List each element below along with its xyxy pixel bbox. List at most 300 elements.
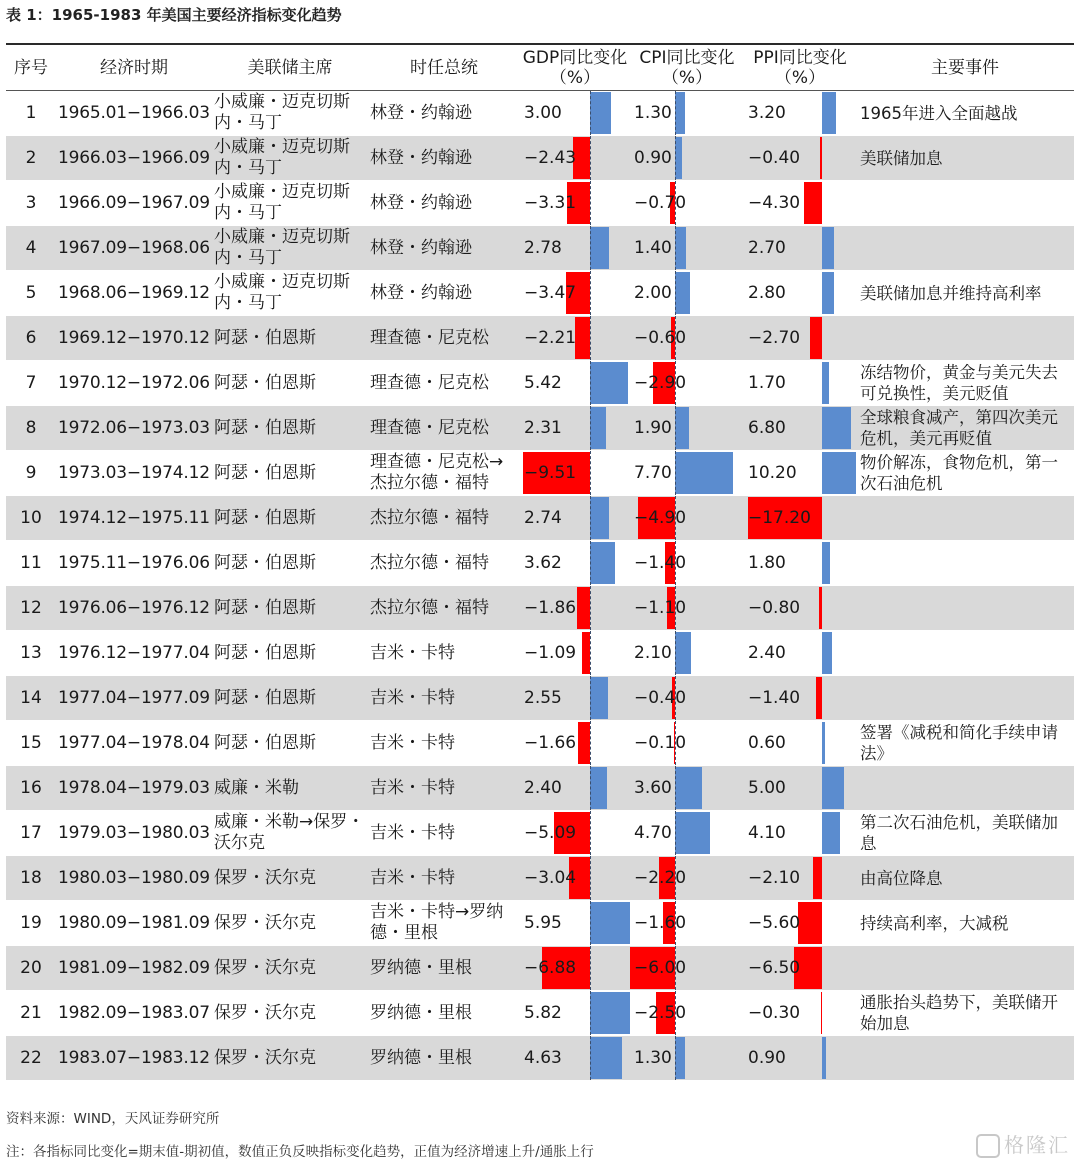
ppi-change-cell	[744, 181, 856, 226]
table-row	[6, 406, 1074, 451]
cpi-zero-axis	[675, 271, 676, 315]
cpi-change-cell	[630, 586, 744, 631]
cpi-value-label: 1.90	[634, 418, 672, 438]
table-row	[6, 901, 1074, 946]
ppi-change-cell	[744, 1036, 856, 1081]
ppi-value-label: 0.90	[748, 1048, 786, 1068]
ppi-change-cell	[744, 361, 856, 406]
row-index: 7	[6, 361, 56, 406]
footnote: 注：各指标同比变化=期末值-期初值，数值正负反映指标变化趋势，正值为经济增速上升/通胀上行	[6, 1144, 594, 1160]
cpi-bar	[675, 767, 702, 809]
cpi-value-label: −2.50	[634, 1003, 687, 1023]
economic-period: 1980.09−1981.09	[56, 901, 212, 946]
gdp-value-label: 2.31	[524, 418, 562, 438]
cpi-value-label: 4.70	[634, 823, 672, 843]
ppi-change-cell	[744, 271, 856, 316]
ppi-value-label: 2.70	[748, 238, 786, 258]
header-gdp: GDP同比变化（%）	[520, 45, 630, 91]
cpi-value-label: −4.90	[634, 508, 687, 528]
gdp-zero-axis	[590, 496, 591, 540]
gdp-bar	[582, 632, 590, 674]
ppi-change-cell	[744, 541, 856, 586]
main-event: 签署《减税和简化手续申请法》	[856, 721, 1074, 766]
table-row	[6, 946, 1074, 991]
ppi-change-cell	[744, 631, 856, 676]
president: 理查德・尼克松	[368, 316, 520, 361]
president: 杰拉尔德・福特	[368, 496, 520, 541]
gdp-bar	[590, 407, 606, 449]
economic-period: 1966.09−1967.09	[56, 181, 212, 226]
main-event	[856, 676, 1074, 721]
ppi-change-cell	[744, 136, 856, 181]
economic-period: 1965.01−1966.03	[56, 91, 212, 136]
president: 理查德・尼克松	[368, 406, 520, 451]
gdp-value-label: −2.43	[524, 148, 577, 168]
cpi-change-cell	[630, 361, 744, 406]
ppi-value-label: −4.30	[748, 193, 801, 213]
gdp-change-cell	[520, 91, 630, 136]
gdp-value-label: −3.47	[524, 283, 577, 303]
economic-period: 1975.11−1976.06	[56, 541, 212, 586]
president: 林登・约翰逊	[368, 136, 520, 181]
economic-period: 1974.12−1975.11	[56, 496, 212, 541]
gdp-change-cell	[520, 496, 630, 541]
watermark-logo	[976, 1129, 1070, 1159]
gdp-zero-axis	[590, 361, 591, 405]
economic-period: 1981.09−1982.09	[56, 946, 212, 991]
cpi-value-label: 2.00	[634, 283, 672, 303]
fed-chair: 小威廉・迈克切斯内・马丁	[212, 91, 368, 136]
row-index: 18	[6, 856, 56, 901]
cpi-change-cell	[630, 991, 744, 1036]
main-event: 持续高利率，大减税	[856, 901, 1074, 946]
ppi-value-label: −0.80	[748, 598, 801, 618]
gdp-bar	[590, 902, 630, 944]
cpi-zero-axis	[675, 136, 676, 180]
header-president: 时任总统	[368, 45, 520, 91]
fed-chair: 阿瑟・伯恩斯	[212, 496, 368, 541]
gdp-value-label: −6.88	[524, 958, 577, 978]
watermark-text: 格隆汇	[1004, 1132, 1070, 1157]
ppi-value-label: 0.60	[748, 733, 786, 753]
ppi-value-label: 5.00	[748, 778, 786, 798]
president: 理查德・尼克松	[368, 361, 520, 406]
ppi-value-label: −0.40	[748, 148, 801, 168]
main-event: 美联储加息并维持高利率	[856, 271, 1074, 316]
ppi-change-cell	[744, 721, 856, 766]
gdp-value-label: 3.62	[524, 553, 562, 573]
row-index: 14	[6, 676, 56, 721]
cpi-zero-axis	[675, 406, 676, 450]
gdp-change-cell	[520, 181, 630, 226]
gdp-bar	[590, 992, 630, 1034]
ppi-bar	[804, 182, 822, 224]
cpi-bar	[675, 92, 685, 134]
fed-chair: 保罗・沃尔克	[212, 856, 368, 901]
gdp-change-cell	[520, 946, 630, 991]
cpi-value-label: 3.60	[634, 778, 672, 798]
main-event	[856, 766, 1074, 811]
ppi-bar	[822, 767, 844, 809]
cpi-value-label: −6.00	[634, 958, 687, 978]
gdp-value-label: −9.51	[524, 463, 577, 483]
gdp-change-cell	[520, 136, 630, 181]
ppi-change-cell	[744, 226, 856, 271]
ppi-change-cell	[744, 316, 856, 361]
main-event: 物价解冻，食物危机，第一次石油危机	[856, 451, 1074, 496]
ppi-bar	[813, 857, 822, 899]
economic-period: 1983.07−1983.12	[56, 1036, 212, 1081]
gdp-zero-axis	[590, 541, 591, 585]
ppi-value-label: 1.80	[748, 553, 786, 573]
main-event: 第二次石油危机，美联储加息	[856, 811, 1074, 856]
ppi-bar	[819, 587, 822, 629]
economic-period: 1970.12−1972.06	[56, 361, 212, 406]
gdp-zero-axis	[590, 181, 591, 225]
fed-chair: 保罗・沃尔克	[212, 901, 368, 946]
cpi-change-cell	[630, 181, 744, 226]
cpi-zero-axis	[675, 1036, 676, 1080]
gdp-value-label: −1.86	[524, 598, 577, 618]
gdp-change-cell	[520, 586, 630, 631]
cpi-change-cell	[630, 856, 744, 901]
ppi-value-label: 6.80	[748, 418, 786, 438]
fed-chair: 阿瑟・伯恩斯	[212, 451, 368, 496]
cpi-change-cell	[630, 316, 744, 361]
row-index: 10	[6, 496, 56, 541]
ppi-value-label: 2.40	[748, 643, 786, 663]
gdp-value-label: −5.09	[524, 823, 577, 843]
main-event: 冻结物价，黄金与美元失去可兑换性，美元贬值	[856, 361, 1074, 406]
gdp-zero-axis	[590, 136, 591, 180]
cpi-value-label: −0.10	[634, 733, 687, 753]
gdp-value-label: 5.42	[524, 373, 562, 393]
president: 杰拉尔德・福特	[368, 541, 520, 586]
main-event	[856, 1036, 1074, 1081]
table-row	[6, 451, 1074, 496]
row-index: 4	[6, 226, 56, 271]
table-title: 表 1：1965-1983 年美国主要经济指标变化趋势	[6, 6, 342, 24]
header-period: 经济时期	[56, 45, 212, 91]
cpi-zero-axis	[675, 766, 676, 810]
fed-chair: 阿瑟・伯恩斯	[212, 406, 368, 451]
gdp-zero-axis	[590, 766, 591, 810]
gdp-bar	[590, 767, 607, 809]
gdp-zero-axis	[590, 226, 591, 270]
ppi-value-label: 4.10	[748, 823, 786, 843]
gdp-value-label: 4.63	[524, 1048, 562, 1068]
fed-chair: 阿瑟・伯恩斯	[212, 541, 368, 586]
cpi-value-label: −1.40	[634, 553, 687, 573]
gdp-bar	[578, 722, 590, 764]
row-index: 17	[6, 811, 56, 856]
ppi-bar	[822, 542, 830, 584]
gdp-change-cell	[520, 271, 630, 316]
fed-chair: 阿瑟・伯恩斯	[212, 631, 368, 676]
gdp-zero-axis	[590, 811, 591, 855]
gdp-change-cell	[520, 766, 630, 811]
gdp-change-cell	[520, 406, 630, 451]
ppi-bar	[822, 92, 836, 134]
fed-chair: 威廉・米勒→保罗・沃尔克	[212, 811, 368, 856]
president: 吉米・卡特	[368, 721, 520, 766]
gdp-change-cell	[520, 541, 630, 586]
gdp-bar	[590, 362, 628, 404]
ppi-change-cell	[744, 811, 856, 856]
table-body	[6, 91, 1074, 1081]
header-event: 主要事件	[856, 45, 1074, 91]
ppi-bar	[822, 1037, 826, 1079]
ppi-bar	[822, 227, 834, 269]
ppi-value-label: 2.80	[748, 283, 786, 303]
ppi-bar	[822, 407, 851, 449]
header-cpi: CPI同比变化（%）	[630, 45, 744, 91]
gdp-bar	[590, 542, 615, 584]
fed-chair: 小威廉・迈克切斯内・马丁	[212, 271, 368, 316]
economic-period: 1966.03−1966.09	[56, 136, 212, 181]
gdp-change-cell	[520, 1036, 630, 1081]
cpi-value-label: 7.70	[634, 463, 672, 483]
gdp-zero-axis	[590, 856, 591, 900]
cpi-value-label: −0.70	[634, 193, 687, 213]
gdp-zero-axis	[590, 721, 591, 765]
gdp-value-label: 2.40	[524, 778, 562, 798]
president: 林登・约翰逊	[368, 181, 520, 226]
cpi-change-cell	[630, 136, 744, 181]
ppi-change-cell	[744, 901, 856, 946]
ppi-bar	[822, 722, 825, 764]
cpi-zero-axis	[675, 811, 676, 855]
cpi-value-label: −2.20	[634, 868, 687, 888]
ppi-bar	[822, 812, 840, 854]
ppi-value-label: −2.70	[748, 328, 801, 348]
gdp-zero-axis	[590, 451, 591, 495]
table-row	[6, 676, 1074, 721]
main-event: 1965年进入全面越战	[856, 91, 1074, 136]
economic-period: 1968.06−1969.12	[56, 271, 212, 316]
gdp-zero-axis	[590, 676, 591, 720]
fed-chair: 阿瑟・伯恩斯	[212, 361, 368, 406]
gdp-zero-axis	[590, 91, 591, 135]
ppi-change-cell	[744, 586, 856, 631]
ppi-value-label: 10.20	[748, 463, 797, 483]
header-chair: 美联储主席	[212, 45, 368, 91]
gdp-zero-axis	[590, 901, 591, 945]
row-index: 5	[6, 271, 56, 316]
cpi-zero-axis	[675, 631, 676, 675]
gdp-zero-axis	[590, 946, 591, 990]
gdp-change-cell	[520, 226, 630, 271]
fed-chair: 威廉・米勒	[212, 766, 368, 811]
president: 林登・约翰逊	[368, 226, 520, 271]
ppi-value-label: −5.60	[748, 913, 801, 933]
ppi-bar	[822, 272, 834, 314]
economic-period: 1977.04−1977.09	[56, 676, 212, 721]
ppi-change-cell	[744, 496, 856, 541]
table-row	[6, 631, 1074, 676]
cpi-change-cell	[630, 1036, 744, 1081]
main-event	[856, 631, 1074, 676]
president: 吉米・卡特	[368, 856, 520, 901]
gdp-value-label: 3.00	[524, 103, 562, 123]
gdp-value-label: 2.78	[524, 238, 562, 258]
gdp-value-label: 5.82	[524, 1003, 562, 1023]
table-row	[6, 361, 1074, 406]
president: 林登・约翰逊	[368, 91, 520, 136]
main-event	[856, 181, 1074, 226]
president: 吉米・卡特	[368, 811, 520, 856]
ppi-value-label: −1.40	[748, 688, 801, 708]
president: 罗纳德・里根	[368, 1036, 520, 1081]
row-index: 22	[6, 1036, 56, 1081]
cpi-value-label: −0.40	[634, 688, 687, 708]
header-idx: 序号	[6, 45, 56, 91]
cpi-change-cell	[630, 676, 744, 721]
table-row	[6, 766, 1074, 811]
economic-indicators-table	[6, 45, 1074, 1081]
table-row	[6, 721, 1074, 766]
main-event	[856, 226, 1074, 271]
main-event: 全球粮食减产，第四次美元危机，美元再贬值	[856, 406, 1074, 451]
ppi-value-label: −6.50	[748, 958, 801, 978]
gdp-bar	[590, 1037, 622, 1079]
cpi-zero-axis	[675, 451, 676, 495]
ppi-value-label: 3.20	[748, 103, 786, 123]
table-row	[6, 91, 1074, 136]
gdp-change-cell	[520, 451, 630, 496]
gdp-change-cell	[520, 811, 630, 856]
gdp-zero-axis	[590, 406, 591, 450]
table-row	[6, 136, 1074, 181]
row-index: 19	[6, 901, 56, 946]
ppi-change-cell	[744, 991, 856, 1036]
economic-period: 1982.09−1983.07	[56, 991, 212, 1036]
cpi-value-label: −0.60	[634, 328, 687, 348]
gdp-value-label: −1.09	[524, 643, 577, 663]
fed-chair: 保罗・沃尔克	[212, 991, 368, 1036]
gdp-zero-axis	[590, 316, 591, 360]
gdp-bar	[590, 497, 609, 539]
row-index: 16	[6, 766, 56, 811]
economic-period: 1967.09−1968.06	[56, 226, 212, 271]
table-row	[6, 586, 1074, 631]
gdp-change-cell	[520, 631, 630, 676]
cpi-change-cell	[630, 91, 744, 136]
cpi-change-cell	[630, 901, 744, 946]
main-event	[856, 541, 1074, 586]
ppi-bar	[822, 362, 829, 404]
economic-period: 1979.03−1980.03	[56, 811, 212, 856]
gdp-change-cell	[520, 361, 630, 406]
cpi-value-label: 1.30	[634, 103, 672, 123]
main-event	[856, 316, 1074, 361]
ppi-value-label: 1.70	[748, 373, 786, 393]
table-row	[6, 271, 1074, 316]
gdp-value-label: 5.95	[524, 913, 562, 933]
ppi-change-cell	[744, 406, 856, 451]
row-index: 6	[6, 316, 56, 361]
fed-chair: 小威廉・迈克切斯内・马丁	[212, 136, 368, 181]
cpi-change-cell	[630, 766, 744, 811]
cpi-bar	[675, 1037, 685, 1079]
ppi-bar	[810, 317, 822, 359]
economic-period: 1973.03−1974.12	[56, 451, 212, 496]
president: 杰拉尔德・福特	[368, 586, 520, 631]
fed-chair: 阿瑟・伯恩斯	[212, 676, 368, 721]
ppi-change-cell	[744, 451, 856, 496]
president: 吉米・卡特	[368, 631, 520, 676]
cpi-change-cell	[630, 271, 744, 316]
cpi-bar	[675, 632, 691, 674]
ppi-value-label: −2.10	[748, 868, 801, 888]
cpi-bar	[675, 227, 686, 269]
gdp-bar	[577, 587, 590, 629]
gdp-change-cell	[520, 721, 630, 766]
fed-chair: 阿瑟・伯恩斯	[212, 586, 368, 631]
cpi-change-cell	[630, 541, 744, 586]
gdp-zero-axis	[590, 271, 591, 315]
gdp-change-cell	[520, 991, 630, 1036]
economic-period: 1980.03−1980.09	[56, 856, 212, 901]
cpi-change-cell	[630, 451, 744, 496]
cpi-bar	[675, 452, 733, 494]
ppi-bar	[820, 137, 822, 179]
cpi-value-label: 1.40	[634, 238, 672, 258]
ppi-bar	[821, 992, 822, 1034]
gdp-zero-axis	[590, 631, 591, 675]
gdp-value-label: −3.04	[524, 868, 577, 888]
row-index: 9	[6, 451, 56, 496]
gdp-value-label: 2.55	[524, 688, 562, 708]
economic-period: 1977.04−1978.04	[56, 721, 212, 766]
fed-chair: 阿瑟・伯恩斯	[212, 721, 368, 766]
fed-chair: 保罗・沃尔克	[212, 946, 368, 991]
cpi-value-label: −2.90	[634, 373, 687, 393]
gdp-bar	[575, 317, 590, 359]
cpi-bar	[675, 812, 710, 854]
gdp-change-cell	[520, 856, 630, 901]
main-event: 由高位降息	[856, 856, 1074, 901]
ppi-bar	[822, 452, 856, 494]
ppi-change-cell	[744, 676, 856, 721]
row-index: 15	[6, 721, 56, 766]
gdp-change-cell	[520, 676, 630, 721]
source-note: 资料来源：WIND，天风证券研究所	[6, 1111, 220, 1127]
cpi-bar	[675, 407, 689, 449]
row-index: 3	[6, 181, 56, 226]
table-row	[6, 496, 1074, 541]
main-event	[856, 496, 1074, 541]
cpi-zero-axis	[675, 91, 676, 135]
row-index: 20	[6, 946, 56, 991]
gdp-zero-axis	[590, 991, 591, 1035]
row-index: 2	[6, 136, 56, 181]
fed-chair: 阿瑟・伯恩斯	[212, 316, 368, 361]
gdp-bar	[590, 92, 611, 134]
cpi-change-cell	[630, 226, 744, 271]
table-row	[6, 856, 1074, 901]
gdp-zero-axis	[590, 1036, 591, 1080]
economic-period: 1969.12−1970.12	[56, 316, 212, 361]
president: 罗纳德・里根	[368, 946, 520, 991]
ppi-value-label: −17.20	[748, 508, 811, 528]
row-index: 21	[6, 991, 56, 1036]
ppi-bar	[816, 677, 822, 719]
gdp-change-cell	[520, 901, 630, 946]
ppi-change-cell	[744, 766, 856, 811]
fed-chair: 小威廉・迈克切斯内・马丁	[212, 181, 368, 226]
cpi-change-cell	[630, 406, 744, 451]
